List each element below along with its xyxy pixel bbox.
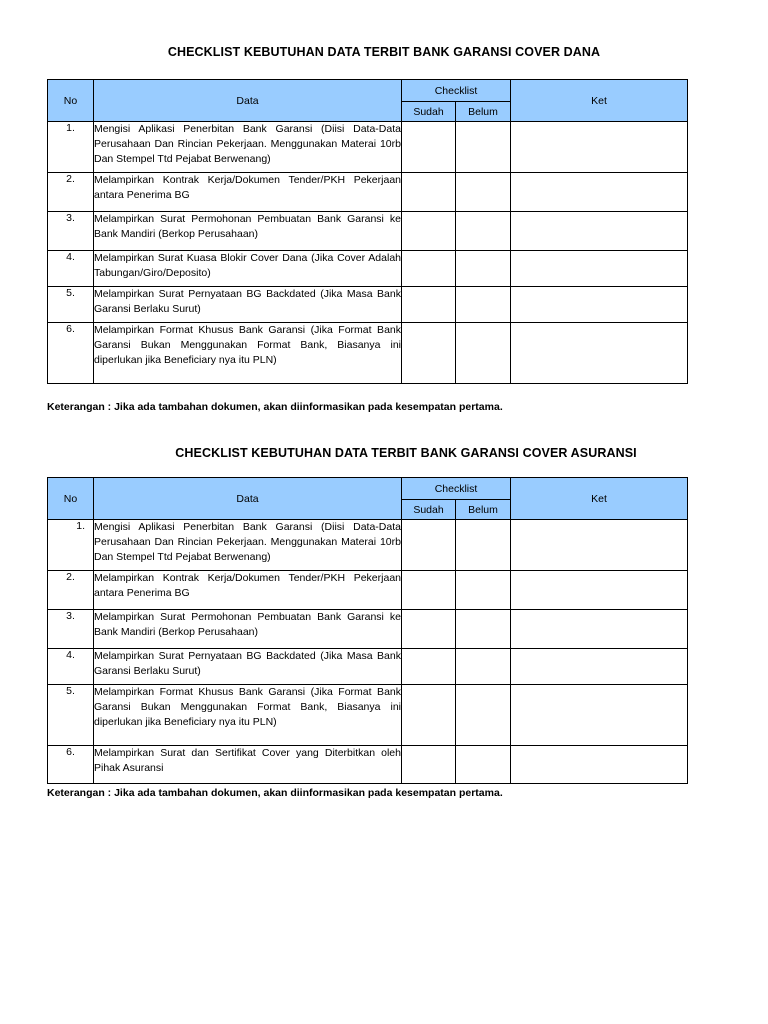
row-data: Melampirkan Format Khusus Bank Garansi (Jika Format Bank Garansi Bukan Menggunakan Format Bank, Biasanya ini diperlukan jika Beneficiary nya itu PLN)	[94, 323, 402, 384]
header-no: No	[48, 478, 94, 520]
table-row	[48, 251, 688, 287]
ket-cell[interactable]	[511, 122, 688, 173]
header-sudah: Sudah	[402, 500, 456, 520]
row-data: Mengisi Aplikasi Penerbitan Bank Garansi (Diisi Data-Data Perusahaan Dan Rincian Pekerjaan. Menggunakan Materai 10rb Dan Stempel Ttd Pejabat Berwenang)	[94, 520, 402, 571]
table-row	[48, 520, 688, 571]
ket-cell[interactable]	[511, 746, 688, 784]
sudah-cell[interactable]	[402, 649, 456, 685]
belum-cell[interactable]	[456, 685, 511, 746]
checklist-table-cover-dana	[47, 79, 688, 384]
table-row	[48, 685, 688, 746]
row-data: Melampirkan Kontrak Kerja/Dokumen Tender/PKH Pekerjaan antara Penerima BG	[94, 571, 402, 610]
row-number: 3.	[48, 212, 94, 251]
checklist-table-cover-asuransi	[47, 477, 688, 784]
sudah-cell[interactable]	[402, 520, 456, 571]
header-no: No	[48, 80, 94, 122]
row-number: 6.	[48, 746, 94, 784]
table-row	[48, 212, 688, 251]
row-data: Mengisi Aplikasi Penerbitan Bank Garansi (Diisi Data-Data Perusahaan Dan Rincian Pekerjaan. Menggunakan Materai 10rb Dan Stempel Ttd Pejabat Berwenang)	[94, 122, 402, 173]
section-title-cover-asuransi: CHECKLIST KEBUTUHAN DATA TERBIT BANK GARANSI COVER ASURANSI	[175, 446, 637, 460]
header-checklist: Checklist	[402, 80, 511, 102]
row-number: 4.	[48, 251, 94, 287]
sudah-cell[interactable]	[402, 173, 456, 212]
header-belum: Belum	[456, 500, 511, 520]
belum-cell[interactable]	[456, 520, 511, 571]
ket-cell[interactable]	[511, 287, 688, 323]
ket-cell[interactable]	[511, 610, 688, 649]
header-checklist: Checklist	[402, 478, 511, 500]
row-data: Melampirkan Surat Permohonan Pembuatan Bank Garansi ke Bank Mandiri (Berkop Perusahaan)	[94, 610, 402, 649]
table-row	[48, 323, 688, 384]
sudah-cell[interactable]	[402, 212, 456, 251]
table-row	[48, 746, 688, 784]
sudah-cell[interactable]	[402, 251, 456, 287]
belum-cell[interactable]	[456, 610, 511, 649]
row-number: 2.	[48, 173, 94, 212]
header-data: Data	[94, 80, 402, 122]
sudah-cell[interactable]	[402, 122, 456, 173]
row-data: Melampirkan Surat dan Sertifikat Cover yang Diterbitkan oleh Pihak Asuransi	[94, 746, 402, 784]
row-number: 3.	[48, 610, 94, 649]
header-data: Data	[94, 478, 402, 520]
row-data: Melampirkan Format Khusus Bank Garansi (Jika Format Bank Garansi Bukan Menggunakan Format Bank, Biasanya ini diperlukan jika Beneficiary nya itu PLN)	[94, 685, 402, 746]
belum-cell[interactable]	[456, 287, 511, 323]
belum-cell[interactable]	[456, 746, 511, 784]
header-ket: Ket	[511, 80, 688, 122]
ket-cell[interactable]	[511, 173, 688, 212]
belum-cell[interactable]	[456, 571, 511, 610]
sudah-cell[interactable]	[402, 323, 456, 384]
sudah-cell[interactable]	[402, 610, 456, 649]
header-ket: Ket	[511, 478, 688, 520]
table-row	[48, 610, 688, 649]
table-row	[48, 649, 688, 685]
belum-cell[interactable]	[456, 251, 511, 287]
header-sudah: Sudah	[402, 102, 456, 122]
ket-cell[interactable]	[511, 685, 688, 746]
ket-cell[interactable]	[511, 520, 688, 571]
row-number: 4.	[48, 649, 94, 685]
ket-cell[interactable]	[511, 212, 688, 251]
table-row	[48, 287, 688, 323]
ket-cell[interactable]	[511, 571, 688, 610]
note-cover-dana: Keterangan : Jika ada tambahan dokumen, akan diinformasikan pada kesempatan pertama.	[47, 401, 503, 413]
sudah-cell[interactable]	[402, 287, 456, 323]
row-number: 5.	[48, 685, 94, 746]
note-cover-asuransi: Keterangan : Jika ada tambahan dokumen, akan diinformasikan pada kesempatan pertama.	[47, 787, 503, 799]
row-data: Melampirkan Surat Permohonan Pembuatan Bank Garansi ke Bank Mandiri (Berkop Perusahaan)	[94, 212, 402, 251]
row-data: Melampirkan Kontrak Kerja/Dokumen Tender/PKH Pekerjaan antara Penerima BG	[94, 173, 402, 212]
row-number: 5.	[48, 287, 94, 323]
ket-cell[interactable]	[511, 323, 688, 384]
row-number: 6.	[48, 323, 94, 384]
row-number: 1.	[48, 122, 94, 173]
sudah-cell[interactable]	[402, 685, 456, 746]
sudah-cell[interactable]	[402, 746, 456, 784]
table-row	[48, 122, 688, 173]
belum-cell[interactable]	[456, 122, 511, 173]
row-number: 1.	[48, 520, 94, 571]
row-data: Melampirkan Surat Kuasa Blokir Cover Dana (Jika Cover Adalah Tabungan/Giro/Deposito)	[94, 251, 402, 287]
table-row	[48, 571, 688, 610]
table-row	[48, 173, 688, 212]
ket-cell[interactable]	[511, 649, 688, 685]
belum-cell[interactable]	[456, 649, 511, 685]
belum-cell[interactable]	[456, 323, 511, 384]
belum-cell[interactable]	[456, 173, 511, 212]
section-title-cover-dana: CHECKLIST KEBUTUHAN DATA TERBIT BANK GARANSI COVER DANA	[167, 45, 601, 59]
ket-cell[interactable]	[511, 251, 688, 287]
header-belum: Belum	[456, 102, 511, 122]
row-data: Melampirkan Surat Pernyataan BG Backdated (Jika Masa Bank Garansi Berlaku Surut)	[94, 649, 402, 685]
sudah-cell[interactable]	[402, 571, 456, 610]
row-number: 2.	[48, 571, 94, 610]
row-data: Melampirkan Surat Pernyataan BG Backdated (Jika Masa Bank Garansi Berlaku Surut)	[94, 287, 402, 323]
belum-cell[interactable]	[456, 212, 511, 251]
